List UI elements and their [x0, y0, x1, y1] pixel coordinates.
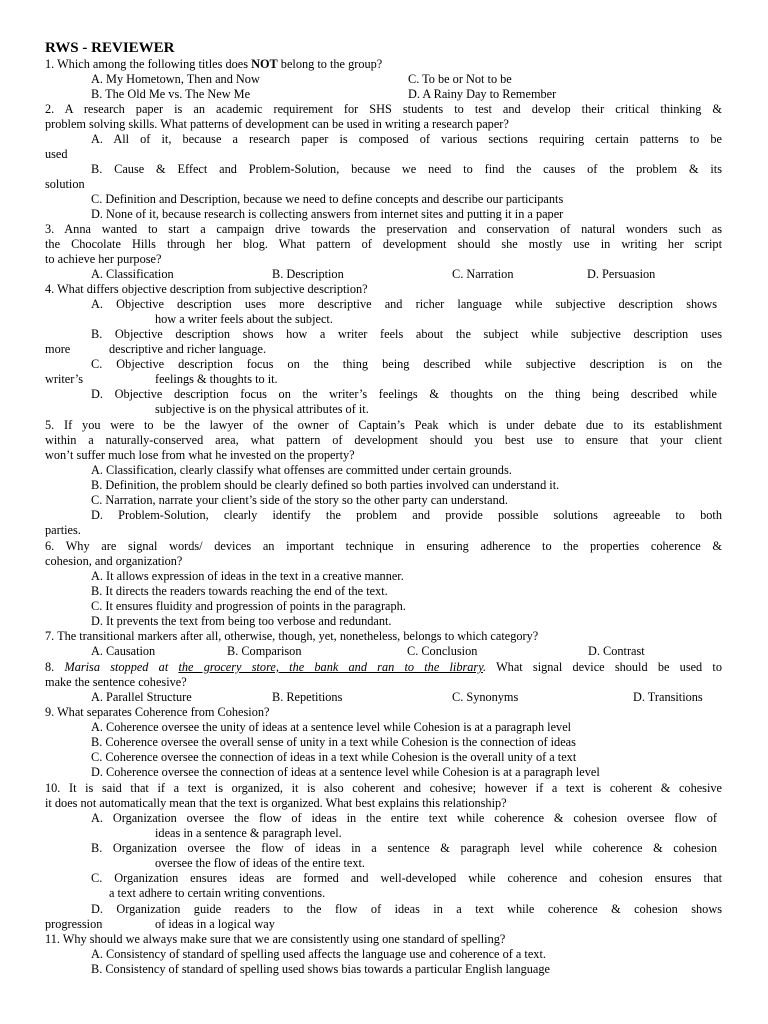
- q7-option-a: A. Causation: [91, 644, 156, 658]
- q3-line-2: the Chocolate Hills through her blog. What pattern of development should she mostly use in writing her script: [45, 237, 722, 251]
- q10-option-b: B. Organization oversee the flow of ideas in a sentence & paragraph level while coherence & cohesion: [91, 841, 717, 855]
- q2-option-b-cont: solution: [45, 177, 85, 191]
- q5-option-a: A. Classification, clearly classify what offenses are committed under certain grounds.: [91, 463, 512, 477]
- q5-option-d: D. Problem-Solution, clearly identify the problem and provide possible solutions agreeable to both: [91, 508, 722, 522]
- q1-option-a: A. My Hometown, Then and Now: [91, 72, 260, 86]
- q1-option-b: B. The Old Me vs. The New Me: [91, 87, 251, 101]
- q5-line-2: within a naturally-conserved area, what pattern of development should you best use to ensure that your client: [45, 433, 722, 447]
- q4-option-c-word: writer’s: [45, 372, 84, 386]
- q5-option-d-cont: parties.: [45, 523, 81, 537]
- q2-line-2: problem solving skills. What patterns of development can be used in writing a research paper?: [45, 117, 509, 131]
- q6-line-1: 6. Why are signal words/ devices an important technique in ensuring adherence to the properties coherence &: [45, 539, 722, 553]
- q11-line-1: 11. Why should we always make sure that we are consistently using one standard of spelling?: [45, 932, 506, 946]
- q10-option-a-cont: ideas in a sentence & paragraph level.: [155, 826, 342, 840]
- q10-option-b-cont: oversee the flow of ideas of the entire text.: [155, 856, 365, 870]
- q1-option-d: D. A Rainy Day to Remember: [408, 87, 557, 101]
- q7-line-1: 7. The transitional markers after all, otherwise, though, yet, nonetheless, belongs to which category?: [45, 629, 539, 643]
- q4-option-d-cont: subjective is on the physical attributes of it.: [155, 402, 369, 416]
- q2-line-1: 2. A research paper is an academic requirement for SHS students to test and develop their critical thinking &: [45, 102, 722, 116]
- q8-option-c: C. Synonyms: [452, 690, 519, 704]
- q4-option-b-word: more: [45, 342, 71, 356]
- q2-option-a-cont: used: [45, 147, 68, 161]
- q9-option-d: D. Coherence oversee the connection of ideas at a sentence level while Cohesion is at a paragraph level: [91, 765, 600, 779]
- q8-underlined-text: the grocery store, the bank and ran to the library: [178, 660, 483, 674]
- q7-option-b: B. Comparison: [227, 644, 302, 658]
- q2-option-a: A. All of it, because a research paper is composed of various sections requiring certain patterns to be: [91, 132, 722, 146]
- q9-option-b: B. Coherence oversee the overall sense of unity in a text while Cohesion is the connection of ideas: [91, 735, 576, 749]
- q4-option-c: C. Objective description focus on the thing being described while subjective description is on the: [91, 357, 722, 371]
- q8-italic-text: Marisa stopped at: [64, 660, 179, 674]
- question-1: [45, 57, 722, 72]
- q6-line-2: cohesion, and organization?: [45, 554, 183, 568]
- q4-line-1: 4. What differs objective description from subjective description?: [45, 282, 368, 296]
- q3-line-1: 3. Anna wanted to start a campaign drive towards the preservation and conservation of natural wonders such as: [45, 222, 722, 236]
- q3-option-d: D. Persuasion: [587, 267, 656, 281]
- q9-line-1: 9. What separates Coherence from Cohesion?: [45, 705, 270, 719]
- q4-option-c-cont: feelings & thoughts to it.: [155, 372, 278, 386]
- q9-option-a: A. Coherence oversee the unity of ideas at a sentence level while Cohesion is at a paragraph level: [91, 720, 572, 734]
- q1-option-c: C. To be or Not to be: [408, 72, 512, 86]
- q8-option-a: A. Parallel Structure: [91, 690, 192, 704]
- q10-option-c: C. Organization ensures ideas are formed and well-developed while coherence and cohesion ensures that: [91, 871, 722, 885]
- q10-option-d-word: progression: [45, 917, 103, 931]
- q4-option-b: B. Objective description shows how a writer feels about the subject while subjective description uses: [91, 327, 722, 341]
- q8-number: 8.: [45, 660, 65, 674]
- q1-text-pre: 1. Which among the following titles does: [45, 57, 252, 71]
- q10-option-d: D. Organization guide readers to the flow of ideas in a text while coherence & cohesion shows: [91, 902, 722, 916]
- q6-option-c: C. It ensures fluidity and progression of points in the paragraph.: [91, 599, 406, 613]
- q8-question-text: What signal device should be used to: [486, 660, 722, 674]
- document-title: RWS - REVIEWER: [45, 40, 175, 56]
- q10-option-a: A. Organization oversee the flow of ideas in the entire text while coherence & cohesion oversee flow of: [91, 811, 717, 825]
- q2-option-b: B. Cause & Effect and Problem-Solution, because we need to find the causes of the problem & its: [91, 162, 722, 176]
- q6-option-d: D. It prevents the text from being too verbose and redundant.: [91, 614, 392, 628]
- q9-option-c: C. Coherence oversee the connection of ideas in a text while Cohesion is the overall unity of a text: [91, 750, 577, 764]
- q8-option-d: D. Transitions: [633, 690, 703, 704]
- q4-option-b-cont: descriptive and richer language.: [109, 342, 267, 356]
- q4-option-a: A. Objective description uses more descriptive and richer language while subjective description shows: [91, 297, 717, 311]
- q10-line-2: it does not automatically mean that the text is organized. What best explains this relationship?: [45, 796, 507, 810]
- q5-line-3: won’t suffer much lose from what he invested on the property?: [45, 448, 355, 462]
- q10-option-d-cont: of ideas in a logical way: [155, 917, 275, 931]
- q3-option-a: A. Classification: [91, 267, 174, 281]
- q5-option-b: B. Definition, the problem should be clearly defined so both parties involved can understand it.: [91, 478, 560, 492]
- q5-option-c: C. Narration, narrate your client’s side of the story so the other party can understand.: [91, 493, 508, 507]
- q7-option-c: C. Conclusion: [407, 644, 478, 658]
- q8-italic-end: .: [483, 660, 487, 674]
- q2-option-c: C. Definition and Description, because we need to define concepts and describe our participants: [91, 192, 564, 206]
- q3-option-b: B. Description: [272, 267, 344, 281]
- q11-option-a: A. Consistency of standard of spelling used affects the language use and coherence of a text.: [91, 947, 546, 961]
- q6-option-a: A. It allows expression of ideas in the text in a creative manner.: [91, 569, 404, 583]
- q8-line-1: [45, 660, 722, 675]
- q7-option-d: D. Contrast: [588, 644, 645, 658]
- q8-option-b: B. Repetitions: [272, 690, 343, 704]
- q6-option-b: B. It directs the readers towards reaching the end of the text.: [91, 584, 388, 598]
- q5-line-1: 5. If you were to be the lawyer of the owner of Captain’s Peak which is under debate due to its establishment: [45, 418, 722, 432]
- q1-text-bold: NOT: [251, 57, 278, 71]
- q10-option-c-cont: a text adhere to certain writing conventions.: [109, 886, 326, 900]
- q8-line-2: make the sentence cohesive?: [45, 675, 187, 689]
- q4-option-d: D. Objective description focus on the writer’s feelings & thoughts on the thing being described while: [91, 387, 717, 401]
- q1-text-post: belong to the group?: [277, 57, 383, 71]
- q10-line-1: 10. It is said that if a text is organized, it is also coherent and cohesive; however if a text is coherent & cohesive: [45, 781, 722, 795]
- q3-option-c: C. Narration: [452, 267, 514, 281]
- q4-option-a-cont: how a writer feels about the subject.: [155, 312, 333, 326]
- q11-option-b: B. Consistency of standard of spelling used shows bias towards a particular English language: [91, 962, 550, 976]
- q2-option-d: D. None of it, because research is collecting answers from internet sites and putting it in a paper: [91, 207, 564, 221]
- q3-line-3: to achieve her purpose?: [45, 252, 162, 266]
